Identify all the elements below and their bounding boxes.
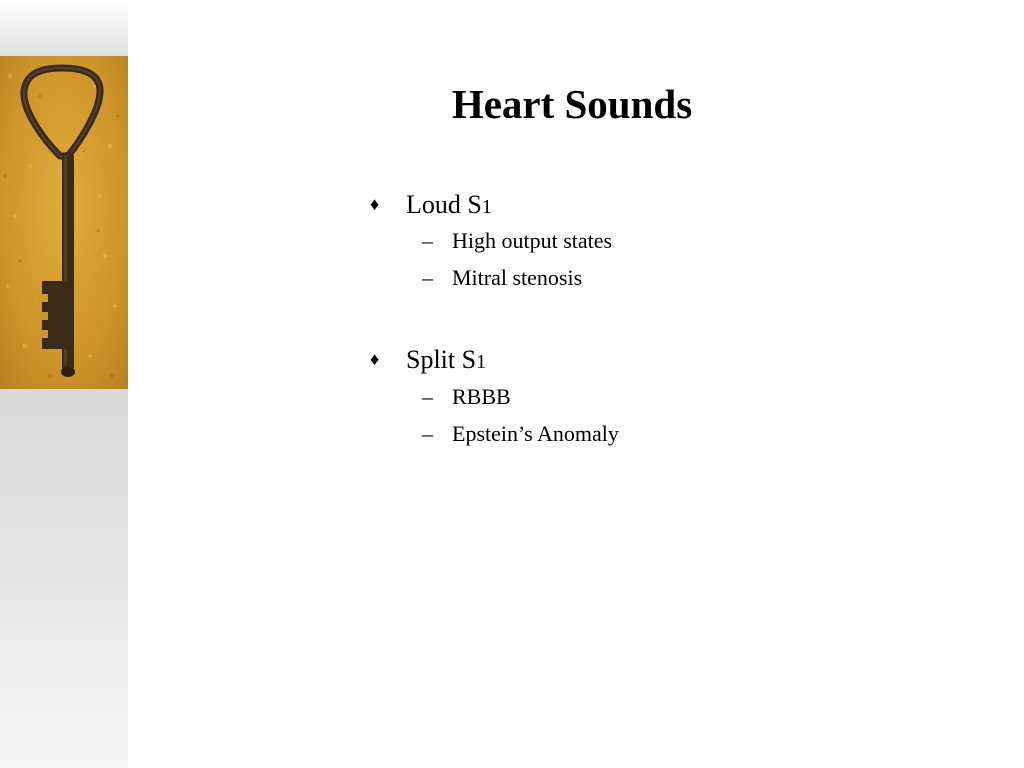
subitem-text: Epstein’s Anomaly xyxy=(452,421,619,446)
dash-bullet-icon: – xyxy=(422,421,433,446)
bullet-subscript: 1 xyxy=(476,351,487,373)
subitem-mitral-stenosis xyxy=(422,264,582,292)
subitem-text: Mitral stenosis xyxy=(452,265,583,290)
subitem-epsteins-anomaly xyxy=(422,420,619,448)
dash-bullet-icon: – xyxy=(422,265,433,290)
diamond-bullet-icon: ♦ xyxy=(370,194,380,214)
bullet-split-s1 xyxy=(370,343,486,378)
bullet-loud-s1 xyxy=(370,188,492,223)
dash-bullet-icon: – xyxy=(422,228,433,253)
dash-bullet-icon: – xyxy=(422,384,433,409)
subitem-high-output-states xyxy=(422,227,612,255)
key-illustration xyxy=(0,56,128,389)
subitem-text: RBBB xyxy=(452,384,511,409)
bullet-text: Split S xyxy=(406,345,477,374)
bullet-subscript: 1 xyxy=(481,196,492,218)
bullet-text: Loud S xyxy=(406,190,482,219)
subitem-text: High output states xyxy=(452,228,613,253)
subitem-rbbb xyxy=(422,383,511,411)
diamond-bullet-icon: ♦ xyxy=(370,349,380,369)
key-photo xyxy=(0,56,128,389)
slide-title: Heart Sounds xyxy=(451,81,693,127)
